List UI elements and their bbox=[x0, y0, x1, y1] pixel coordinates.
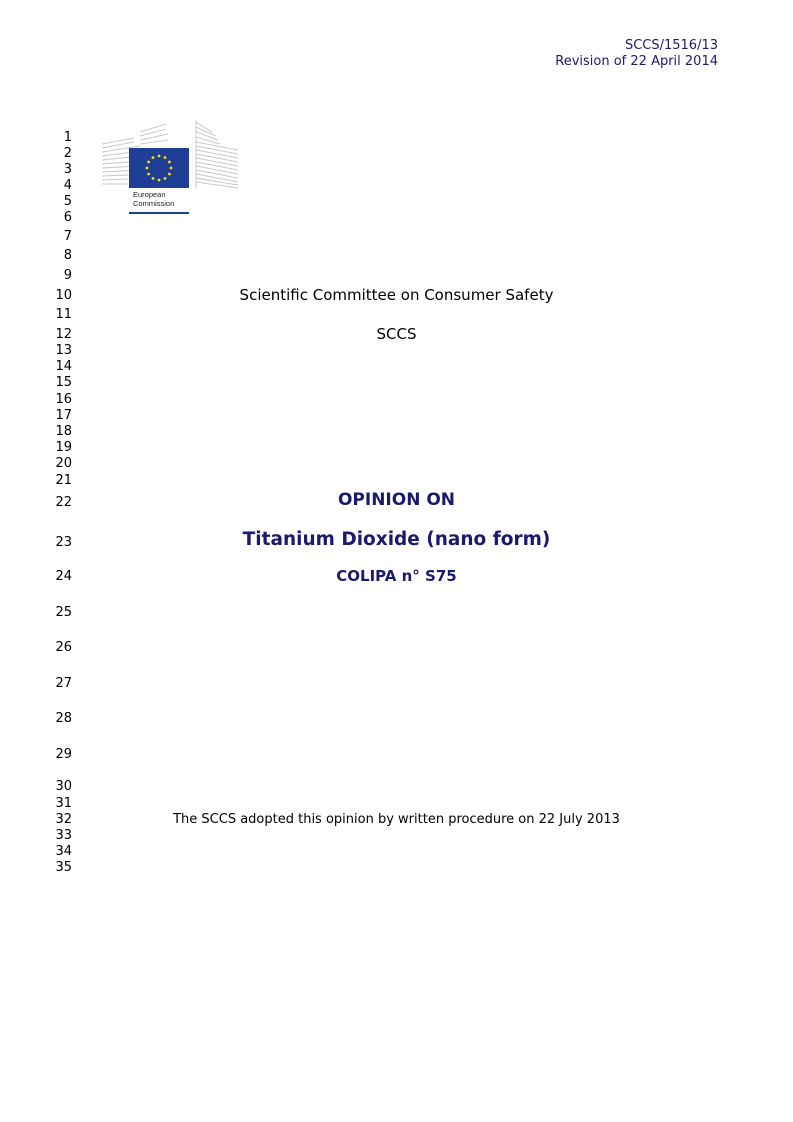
line-number: 6 bbox=[63, 210, 72, 225]
line-number: 26 bbox=[55, 640, 72, 655]
line-number: 19 bbox=[55, 440, 72, 455]
line-number: 34 bbox=[55, 844, 72, 859]
line-number: 28 bbox=[55, 711, 72, 726]
line-number: 5 bbox=[63, 194, 72, 209]
line-number: 25 bbox=[55, 605, 72, 620]
line-number: 7 bbox=[63, 229, 72, 244]
substance-title: Titanium Dioxide (nano form) bbox=[242, 529, 551, 550]
line-number: 13 bbox=[55, 343, 72, 358]
line-number: 27 bbox=[55, 676, 72, 691]
line-number: 21 bbox=[55, 473, 72, 488]
line-number: 15 bbox=[55, 375, 72, 390]
adoption-statement: The SCCS adopted this opinion by written procedure on 22 July 2013 bbox=[173, 812, 620, 827]
line-number: 30 bbox=[55, 779, 72, 794]
line-number: 10 bbox=[55, 288, 72, 303]
line-number: 12 bbox=[55, 327, 72, 342]
line-number: 16 bbox=[55, 392, 72, 407]
opinion-heading: OPINION ON bbox=[337, 490, 456, 510]
line-number: 11 bbox=[55, 307, 72, 322]
committee-abbreviation: SCCS bbox=[376, 325, 417, 343]
line-number: 24 bbox=[55, 569, 72, 584]
logo-text-commission: Commission bbox=[133, 199, 175, 208]
line-number: 1 bbox=[63, 130, 72, 145]
line-number: 3 bbox=[63, 162, 72, 177]
line-number: 18 bbox=[55, 424, 72, 439]
revision-date: Revision of 22 April 2014 bbox=[555, 54, 718, 69]
line-number: 23 bbox=[55, 535, 72, 550]
line-number: 29 bbox=[55, 747, 72, 762]
line-number: 33 bbox=[55, 828, 72, 843]
logo-text-european: European bbox=[133, 190, 166, 199]
line-number: 35 bbox=[55, 860, 72, 875]
document-reference: SCCS/1516/13 bbox=[624, 38, 718, 53]
line-number: 8 bbox=[63, 248, 72, 263]
colipa-number: COLIPA n° S75 bbox=[336, 567, 457, 585]
line-number: 4 bbox=[63, 178, 72, 193]
line-number: 31 bbox=[55, 796, 72, 811]
line-number: 9 bbox=[63, 268, 72, 283]
line-number: 22 bbox=[55, 495, 72, 510]
line-number: 20 bbox=[55, 456, 72, 471]
line-number: 14 bbox=[55, 359, 72, 374]
line-number: 32 bbox=[55, 812, 72, 827]
european-commission-logo bbox=[100, 118, 240, 216]
committee-name: Scientific Committee on Consumer Safety bbox=[239, 286, 554, 304]
line-number: 2 bbox=[63, 146, 72, 161]
line-number: 17 bbox=[55, 408, 72, 423]
